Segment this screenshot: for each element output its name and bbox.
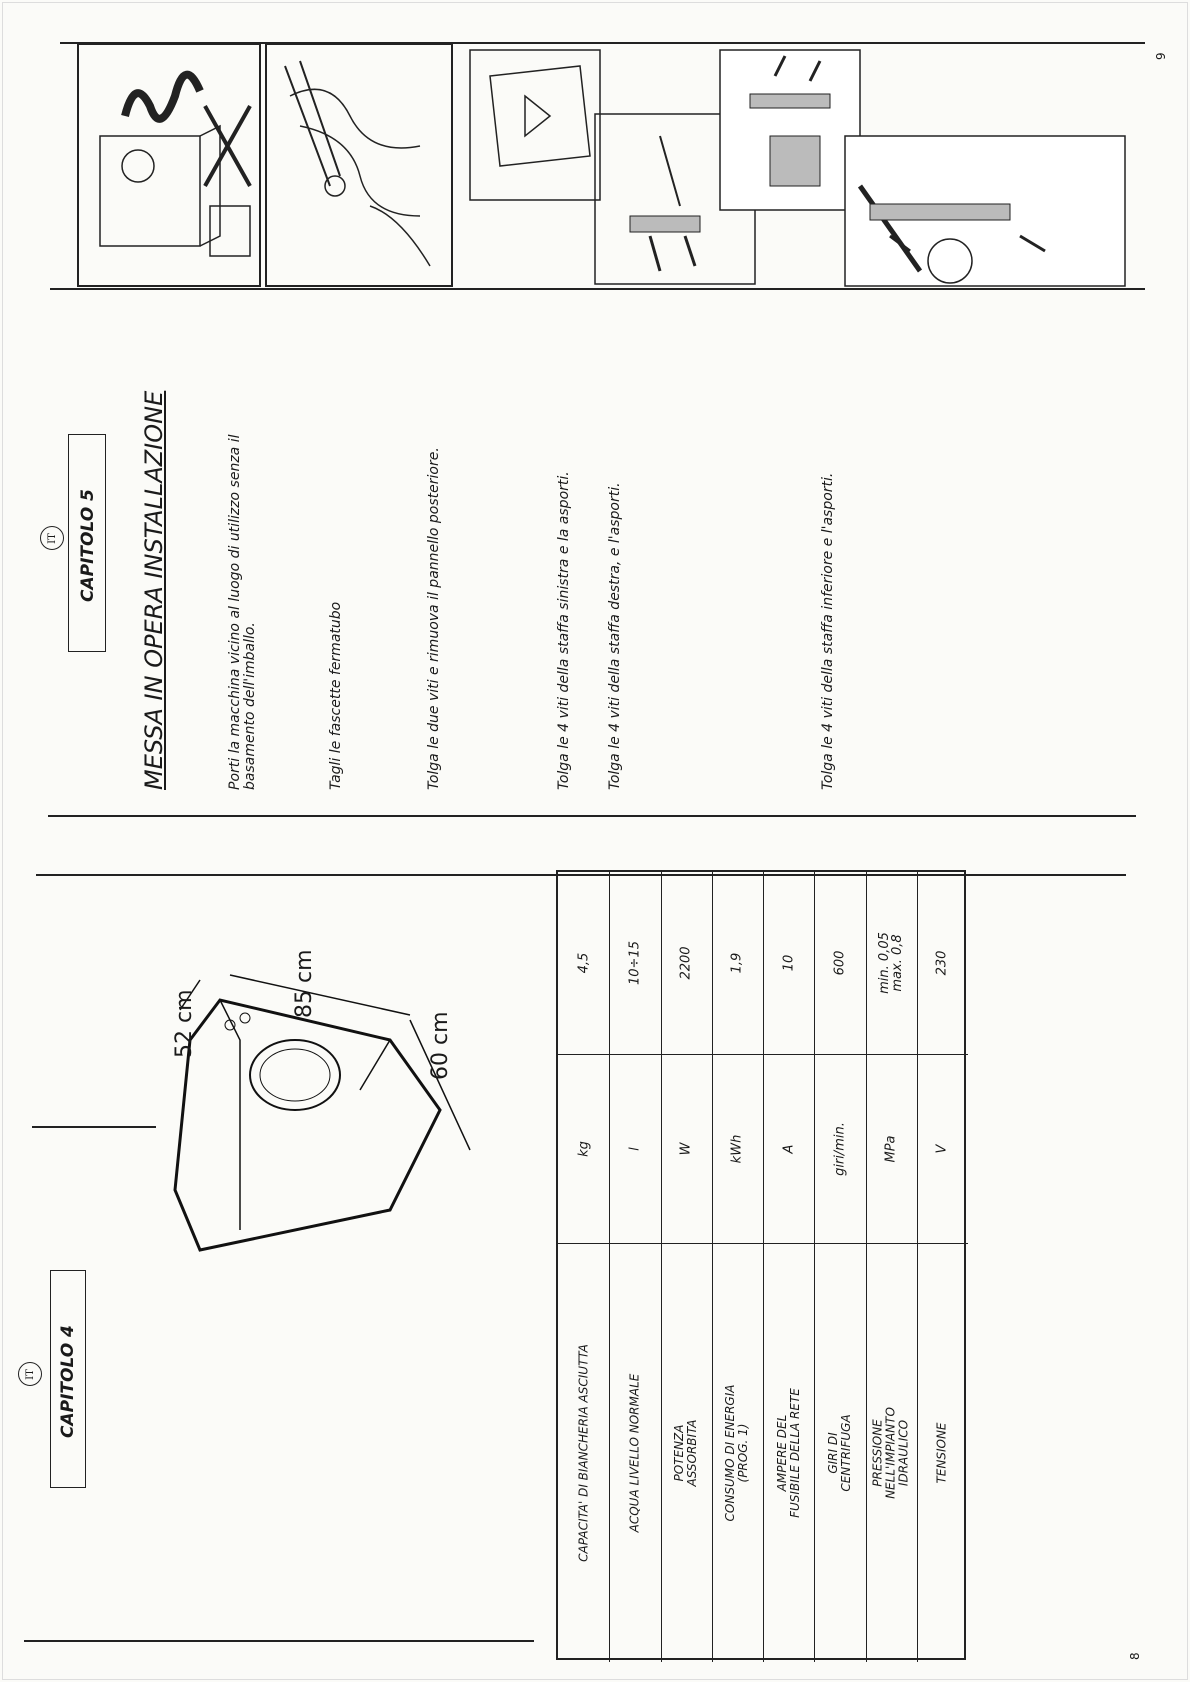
dimension-depth: 52 cm — [172, 989, 197, 1058]
table-cell-unit: kg — [576, 1140, 592, 1157]
table-cell-unit: kWh — [729, 1134, 745, 1163]
table-cell-unit: V — [934, 1144, 950, 1153]
table-cell-value: 10÷15 — [627, 940, 643, 985]
step-2: Tagli le fascette fermatubo — [328, 601, 344, 790]
table-column-divider — [558, 1054, 968, 1055]
step-3: Tolga le due viti e rimuova il pannello posteriore. — [426, 447, 442, 790]
table-cell-label: TENSIONE — [934, 1422, 949, 1484]
table-row-divider — [661, 872, 662, 1662]
table-cell-value: 600 — [832, 950, 848, 976]
table-cell-unit: giri/min. — [832, 1121, 848, 1176]
table-cell-value: min. 0,05 max. 0,8 — [877, 931, 906, 994]
table-cell-unit: A — [781, 1144, 797, 1153]
step-1: Porti la macchina vicino al luogo di utilizzo senza il basamento dell'imballo. — [227, 434, 258, 790]
table-row-divider — [917, 872, 918, 1662]
page-number-left: 8 — [1128, 1652, 1142, 1660]
table-column-divider — [558, 1243, 968, 1244]
chapter5-bottom-rule — [48, 815, 1136, 817]
table-row-divider — [609, 872, 610, 1662]
page-number-right: 9 — [1154, 52, 1168, 60]
chapter5-title: CAPITOLO 5 — [78, 489, 98, 602]
language-badge-it-ch4 — [18, 1362, 42, 1386]
table-cell-value: 230 — [934, 950, 950, 976]
installation-illustrations — [70, 36, 1190, 296]
table-cell-unit: MPa — [883, 1134, 899, 1163]
table-cell-label: AMPERE DEL FUSIBILE DELLA RETE — [774, 1387, 802, 1518]
table-cell-label: CONSUMO DI ENERGIA (PROG. 1) — [723, 1384, 751, 1522]
step-6: Tolga le 4 viti della staffa inferiore e l'asporti. — [820, 472, 836, 790]
table-row-divider — [763, 872, 764, 1662]
chapter5-heading: MESSA IN OPERA INSTALLAZIONE — [140, 390, 168, 790]
language-badge-it — [40, 526, 64, 550]
dimension-height: 85 cm — [292, 949, 317, 1018]
step-5: Tolga le 4 viti della staffa destra, e l'asporti. — [607, 482, 623, 790]
table-cell-label: CAPACITA' DI BIANCHERIA ASCIUTTA — [576, 1343, 591, 1562]
chapter4-title: CAPITOLO 4 — [58, 1325, 78, 1438]
table-row-divider — [866, 872, 867, 1662]
step-4: Tolga le 4 viti della staffa sinistra e la asporti. — [556, 471, 572, 790]
table-cell-value: 1,9 — [729, 952, 745, 974]
table-cell-value: 4,5 — [576, 952, 592, 974]
table-row-divider — [814, 872, 815, 1662]
table-cell-unit: W — [678, 1142, 694, 1155]
table-cell-label: GIRI DI CENTRIFUGA — [825, 1413, 853, 1492]
table-cell-label: POTENZA ASSORBITA — [672, 1419, 700, 1487]
bottom-rule — [24, 1640, 534, 1642]
language-badge-text-ch4: IT — [24, 1368, 36, 1380]
washing-machine-dimension-drawing — [160, 960, 490, 1260]
chapter4-short-rule — [32, 1126, 156, 1128]
table-cell-value: 2200 — [678, 946, 694, 980]
dimension-width: 60 cm — [428, 1011, 453, 1080]
table-cell-unit: l — [627, 1146, 643, 1151]
table-cell-value: 10 — [781, 954, 797, 972]
table-cell-label: ACQUA LIVELLO NORMALE — [627, 1373, 642, 1532]
spec-table — [556, 870, 966, 1660]
language-badge-text: IT — [46, 532, 58, 544]
table-cell-label: PRESSIONE NELL'IMPIANTO IDRAULICO — [870, 1406, 911, 1499]
table-row-divider — [712, 872, 713, 1662]
